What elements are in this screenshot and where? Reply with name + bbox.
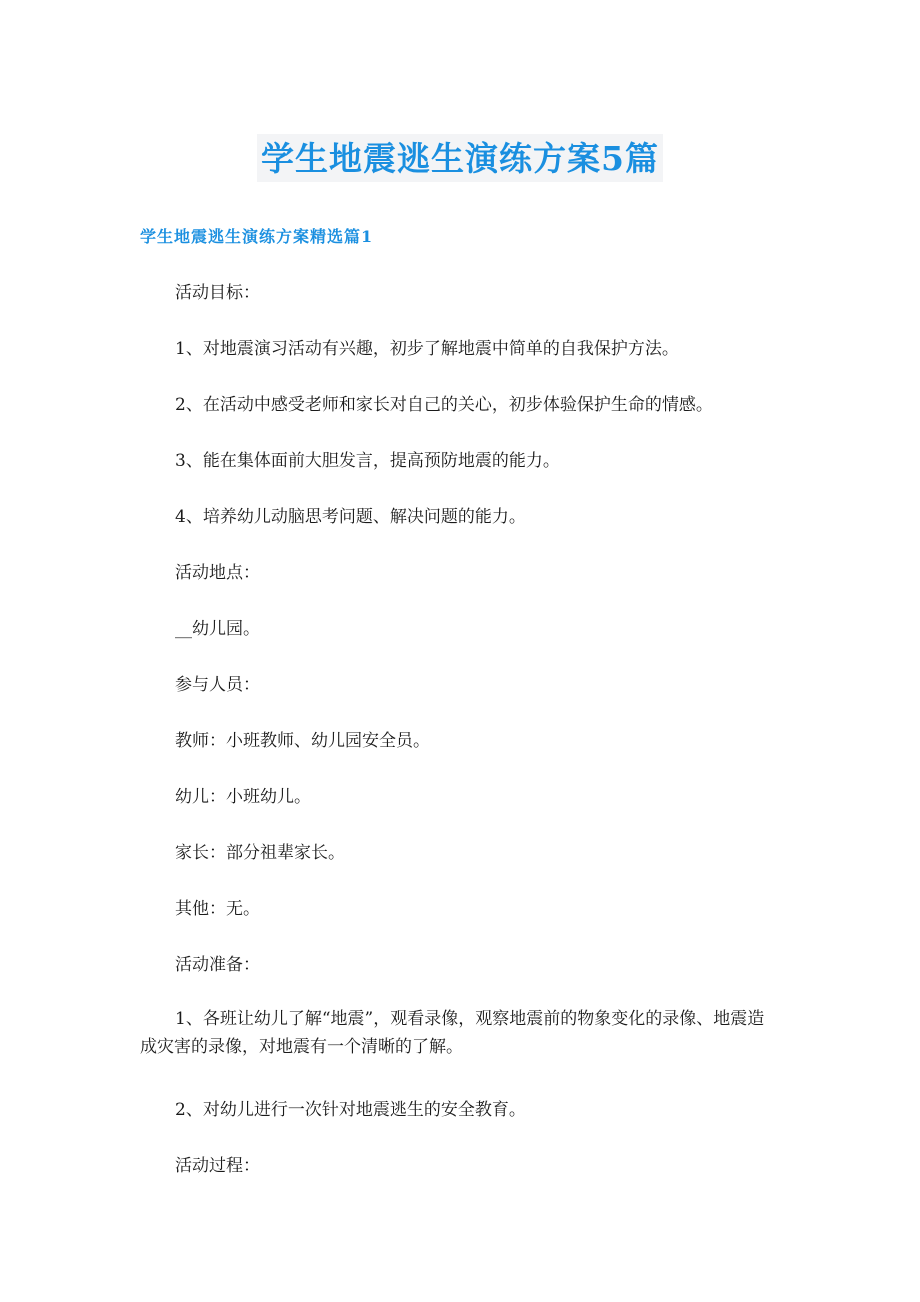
paragraph-goal-2: 2、在活动中感受老师和家长对自己的关心，初步体验保护生命的情感。 — [175, 395, 713, 415]
paragraph-goal-4: 4、培养幼儿动脑思考问题、解决问题的能力。 — [175, 507, 526, 527]
paragraph-goal-1: 1、对地震演习活动有兴趣，初步了解地震中简单的自我保护方法。 — [175, 339, 679, 359]
paragraph-preparation-1: 1、各班让幼儿了解“地震”，观看录像，观察地震前的物象变化的录像、地震造成灾害的录像，对地震有一个清晰的了解。 — [140, 1009, 765, 1057]
paragraph-teachers: 教师：小班教师、幼儿园安全员。 — [175, 731, 430, 751]
document-title — [0, 134, 920, 182]
paragraph-activity-process: 活动过程： — [175, 1156, 260, 1176]
paragraph-others: 其他：无。 — [175, 899, 260, 919]
paragraph-participants: 参与人员： — [175, 675, 260, 695]
paragraph-children: 幼儿：小班幼儿。 — [175, 787, 311, 807]
paragraph-preparation-2: 2、对幼儿进行一次针对地震逃生的安全教育。 — [175, 1100, 526, 1120]
paragraph-activity-preparation: 活动准备： — [175, 955, 260, 975]
paragraph-parents: 家长：部分祖辈家长。 — [175, 843, 345, 863]
section-heading: 学生地震逃生演练方案精选篇1 — [140, 227, 374, 246]
paragraph-goal-3: 3、能在集体面前大胆发言，提高预防地震的能力。 — [175, 451, 560, 471]
document-title-text: 学生地震逃生演练方案5篇 — [257, 134, 663, 182]
paragraph-activity-location: 活动地点： — [175, 563, 260, 583]
paragraph-activity-goal: 活动目标： — [175, 283, 260, 303]
paragraph-location-value: __幼儿园。 — [175, 619, 260, 639]
